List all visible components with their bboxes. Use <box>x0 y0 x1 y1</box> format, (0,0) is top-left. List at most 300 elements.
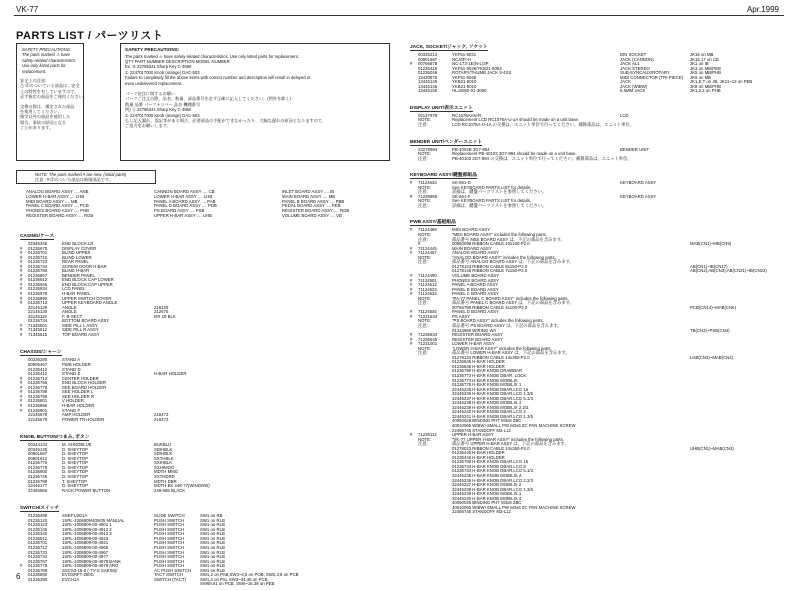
right-cell-name <box>620 123 690 128</box>
left-cell: D. SHEYTOP <box>62 469 88 475</box>
right-part-row <box>410 510 786 515</box>
left-cell: 01236778 <box>28 384 48 390</box>
right-cell-desc: 01236775 H-BAR KNOB MOBILIX 1 <box>452 382 522 388</box>
right-cell-desc: YKF51-5036/YKB21-5053 <box>452 65 502 71</box>
left-cell: 01236778 <box>28 464 48 470</box>
right-cell-ref: JK1 on IB <box>690 61 709 67</box>
left-cell: # <box>20 277 23 283</box>
right-cell-desc: Replacement LCD RC1076A-U-1A should be made on a unit base. <box>452 117 580 123</box>
right-cell-code: 注意: <box>418 259 428 265</box>
left-cell: # <box>20 250 23 256</box>
left-cell: 01236712 <box>28 375 48 381</box>
left-cell: TOP BOARD ASSY <box>62 331 100 337</box>
left-parts-column <box>20 224 400 590</box>
precautions-line: Failure to completely fill the above items with correct number and description will result in delayed or <box>125 75 311 81</box>
left-cell: SW1,2 on PAL SW3~34,46 on PCB, <box>200 576 269 582</box>
left-cell: SW1 on RLB <box>200 567 225 573</box>
right-cell-ref: JK8 on MB/PHB <box>690 83 722 89</box>
precautions-line: ① 2247017000 Knob (orange) DAC-503 <box>125 69 200 75</box>
left-cell: DISPLAY COVER <box>62 245 97 251</box>
page-number: 6 <box>16 572 21 581</box>
right-cell-desc: "LOWER H-BAR ASSY" includes the following parts. <box>452 345 552 351</box>
safety-jp2-line: 場合、事故の原因となる <box>20 119 67 125</box>
right-cell-name: JACK <box>620 79 631 85</box>
left-section-title-wrap <box>20 433 89 441</box>
right-cell-mark: # <box>410 286 413 292</box>
left-cell: SXIHBLK <box>154 460 173 466</box>
right-section <box>410 163 786 208</box>
right-part-row <box>410 123 786 128</box>
right-section-title: PWB ASSY/基板組品 <box>410 220 456 226</box>
right-cell-desc: HLJ4050-01-3060 <box>452 88 487 94</box>
right-cell-mark: # <box>410 291 413 297</box>
left-cell: 01236734 <box>28 318 48 324</box>
left-cell: 22145116 <box>28 313 47 319</box>
right-cell-desc: 部品番号 ANALOG BOARD ASSY は、下記の部品を含みます。 <box>452 259 574 265</box>
right-cell-code: 23278994 <box>418 146 438 152</box>
right-cell-code: 注意: <box>418 155 428 161</box>
left-cell: TACT SWITCH <box>154 572 183 578</box>
right-cell-mark: # <box>410 332 413 338</box>
right-section-title: BENDER UNIT/ベンダーユニット <box>410 139 483 145</box>
right-cell-desc: 40010065 WIBW+SMALL PW M3x6 ZC PAN MACHINE SCREW <box>452 504 576 510</box>
left-cell: D. SHEYTOP <box>62 483 88 489</box>
left-cell: 01236412 <box>28 366 48 372</box>
precautions-jp-line: ① 2247017000 Knob (orange) DAC-503 <box>125 112 200 118</box>
left-cell: V HOLDER <box>62 398 84 404</box>
right-cell-code: 71236645 <box>418 336 438 342</box>
precautions-jp-line: 数量 品番 パーツナンバー 品名 機種番号 <box>125 101 201 107</box>
left-cell: 01236734 <box>28 263 48 269</box>
left-cell: 01236778 <box>28 563 48 569</box>
right-cell-code: 13445145 <box>418 79 438 85</box>
right-cell-code: NOTE: <box>418 254 432 260</box>
right-cell-desc: 01236445 H-BAR HOLDER <box>452 450 505 456</box>
left-cell: MDTH DBR <box>154 478 177 484</box>
right-cell-desc: ANALOG BOARD ASSY <box>452 250 499 256</box>
right-cell-ref: JK9 on MB <box>690 74 712 80</box>
left-cell: 1SRL-1006809-00-4901 1 <box>62 522 112 528</box>
left-cell: H-BAR PANEL <box>62 291 91 297</box>
left-cell: SEE BOARD HOLDER <box>62 384 107 390</box>
right-cell-code: 71124545 <box>418 309 437 315</box>
left-cell: 1SRL-1006809-00-4979 ARG <box>62 563 119 569</box>
left-cell: BLIND UPPER <box>62 250 91 256</box>
left-section-title-wrap <box>20 348 62 356</box>
right-parts-column <box>410 35 786 517</box>
left-section-title: CHASSIS/シャーシ <box>20 350 62 356</box>
left-cell: BENDER PANEL <box>62 272 95 278</box>
left-cell: POWER TR HOLDER <box>62 416 105 422</box>
right-cell-desc: 32445237 H-BAR KNOB MOBILIX 2 <box>452 482 522 488</box>
left-cell: 01236856 <box>28 402 48 408</box>
right-cell-code: NOTE: <box>418 151 432 157</box>
right-cell-desc: REGISTER BOARD ASSY <box>452 332 503 338</box>
right-section-title-wrap <box>410 138 482 146</box>
right-cell-desc: 40050025 BINDING PHT M3x8 ZBC <box>452 418 522 424</box>
right-cell-desc: 32445238 H-BAR KNOB DBAR.LCG 1.3/5 <box>452 486 533 492</box>
left-cell: SW1 on RLB <box>200 517 225 523</box>
left-cell: 216473 <box>154 416 169 422</box>
right-cell-code: 13445146 <box>418 83 438 89</box>
left-cell: MX 18 BLK <box>154 313 176 319</box>
precautions-line: The parts marked ⚠ have safety-related characteristics. Use only listed parts for replacement. <box>125 53 299 59</box>
right-cell-desc: 部品番号 MIDI BOARD ASSY は、下記の部品を含みます。 <box>452 236 565 242</box>
right-cell-desc: 32445239 H-BAR KNOB MOBILIX 1 <box>452 491 522 497</box>
assy-index-entry: REGISTER BOARD ASSY .... RGB <box>282 208 350 214</box>
left-cell <box>20 489 28 494</box>
left-cell: D. SHEYTOP <box>62 451 88 457</box>
left-cell: AC PUSH SWITCH <box>154 567 192 573</box>
right-cell-desc: "PS BOARD ASSY" includes the following parts. <box>452 318 544 324</box>
left-cell: 1SRL-1006809-00-4978 BANK <box>62 558 122 564</box>
left-cell: 01236340 <box>28 531 48 537</box>
right-cell-desc: 01278123 RIBBON CABLE 8x150-P2.0 <box>452 263 528 269</box>
left-cell: # <box>20 331 23 337</box>
left-cell: SW1 on RLB <box>200 549 225 555</box>
left-cell: SW1 on RLB <box>200 554 225 560</box>
right-cell-code: 71124467 <box>418 250 437 256</box>
left-cell: 01236710 <box>28 254 48 260</box>
right-cell-desc: REGISTER BOARD ASSY <box>452 336 503 342</box>
left-cell: 1SRL-1006809-00-4965 <box>62 544 109 550</box>
left-cell: 01236900 <box>28 469 48 475</box>
left-cell: H-BAR HOLDER <box>62 402 95 408</box>
left-cell: ANGLE <box>62 309 77 315</box>
left-cell: 1SRL-1006809/400/05 MANUAL <box>62 517 125 523</box>
precautions-jp-line: パーツ発注に関するお願い <box>125 91 176 97</box>
right-cell-desc: LOWER H-BAR ASSY <box>452 341 495 347</box>
left-cell: SXTHDRD <box>154 473 175 479</box>
left-cell: SWITCH (TACT) <box>154 576 186 582</box>
right-cell-desc: "VK-77 UPPER H-BAR ASSY" includes the following parts. <box>452 436 564 442</box>
assy-index-entry: PANEL A BOARD ASSY .... PAB <box>154 198 216 204</box>
right-cell-code: 00345213 <box>418 52 438 57</box>
right-cell-desc: YKF51-5031 <box>452 52 477 57</box>
left-cell: PUSH SWITCH <box>154 540 185 546</box>
left-cell: 02345345 <box>28 241 48 246</box>
right-cell-name: DIN SOCKET <box>620 52 647 57</box>
left-cell: 01236767 <box>28 558 48 564</box>
right-cell-desc: 32445239 H-BAR KNOB MOBILIX 2.2/3 <box>452 404 529 410</box>
left-cell: PUSH SWITCH <box>154 526 185 532</box>
left-cell: END BLOCK CAP LOWER <box>62 277 114 283</box>
right-cell-desc: "ANALOG BOARD ASSY" includes the following parts. <box>452 254 556 260</box>
right-cell-code: 01236046 <box>418 70 438 76</box>
right-cell-desc: ROTARY/THUMB JACK 5-4SS <box>452 70 512 76</box>
right-cell-desc: 01236774 H-BAR KNOB MOBILIX <box>452 377 518 383</box>
safety-jp-line: 必ず指定の部品をご使用ください。 <box>20 94 88 100</box>
assy-index-entry: CANNON BOARD ASSY .... CB <box>154 189 215 194</box>
right-cell-ref: AB(CN2),AB(CN3),AB(CN21)~IB(CN22) <box>690 268 767 274</box>
right-cell-code: 71236956 <box>418 193 438 199</box>
right-cell-code <box>418 510 452 515</box>
left-cell: AMP HOLDER <box>62 412 91 418</box>
right-section <box>410 210 786 514</box>
right-cell-desc: 40010065 WIBW+SMALL PW M3x6 ZC PAN MACHINE SCREW <box>452 423 576 428</box>
left-section <box>20 224 400 337</box>
right-cell-desc: 00960098 RIBBON CABLE 10x100-P2.0 <box>452 241 530 247</box>
left-cell: 01236701 <box>28 250 48 256</box>
left-cell: # <box>20 375 23 381</box>
right-cell-desc: PANEL B BOARD ASSY <box>452 286 499 292</box>
right-cell-code: 00901687 <box>418 56 438 62</box>
left-cell: 01236776 <box>28 460 48 466</box>
right-cell-desc: 32445236 H-BAR KNOB DBAR.LCG 2.2/3 <box>452 477 533 483</box>
right-cell-desc: PB-4002B 3G7-894 <box>452 146 490 152</box>
right-cell-name: KEYBOARD ASSY <box>620 180 657 186</box>
right-cell-mark: # <box>410 250 413 256</box>
left-cell: 1SRL-1006809-00-4923 <box>62 535 109 541</box>
left-cell: BOTTOM BOARD ASSY <box>62 318 110 324</box>
left-part-row <box>20 489 400 494</box>
left-cell: UPPER SWITCH COVER <box>62 295 112 301</box>
left-cell: 01236678 <box>28 245 48 251</box>
left-cell: # <box>20 259 23 265</box>
right-section-title-wrap <box>410 218 456 226</box>
right-section <box>410 96 786 128</box>
right-cell-name: SUB-SYNCAUX/ROTARY <box>620 70 670 76</box>
right-part-row <box>410 89 786 94</box>
left-cell <box>62 582 154 587</box>
left-cell: SXTHBLK <box>154 455 174 461</box>
left-cell: SDIHBLK <box>154 451 173 457</box>
left-cell: PUSH SWITCH <box>154 522 185 528</box>
right-cell-desc: 40050025 BINDING PHT M3x8 ZBC <box>452 500 522 506</box>
right-cell-desc: 00766790 RIBBON CABLE 4x100-P2.0 <box>452 304 528 310</box>
right-cell-desc: 01236645 H-BAR HOLDER <box>452 359 505 365</box>
left-cell: 71345515 <box>28 331 48 337</box>
right-cell-name: MIDI CONNECTOR (TRI-PIECE) <box>620 74 684 80</box>
right-cell-desc: 01236646 H-BAR HOLDER <box>452 363 505 369</box>
left-cell: F. B-SECT <box>62 313 83 319</box>
left-cell: 22145679 <box>28 416 48 422</box>
right-section-title: DISPLAY UNIT/表示ユニット <box>410 105 473 111</box>
assy-index-entry: PANEL D BOARD ASSY .... PDB <box>154 203 217 209</box>
right-cell-desc: 32445236 H-BAR KNOB DBAR.LCG 1.3/5 <box>452 391 533 397</box>
right-cell-desc: "PA-77 PANEL C BOARD ASSY" includes the following parts. <box>452 295 569 301</box>
safety-en-line: safety-related characteristics. <box>22 57 77 63</box>
right-cell-desc: 32445240 H-BAR KNOB DBAR.LCG 2 <box>452 409 526 415</box>
right-cell-desc: 01236733 H-BAR KNOB DBAR.LCG 8 <box>452 463 526 469</box>
left-cell: D. SHEYTOP <box>62 455 88 461</box>
left-cell: # <box>20 272 23 278</box>
left-cell: # <box>20 291 23 297</box>
right-cell-desc: RC1076AAN-R- <box>452 112 483 118</box>
left-cell: CENTER HOLDER <box>62 375 99 381</box>
right-cell-code: # <box>418 241 421 247</box>
left-cell: SW1 on RLB <box>200 526 225 532</box>
left-cell: 01236712 <box>28 300 48 306</box>
assy-index-entry: PS BOARD ASSY .... PSB <box>154 208 205 214</box>
left-cell: PUSH SWITCH <box>154 531 185 537</box>
right-cell-ref: JK3 on MB/PEB <box>690 65 721 71</box>
left-cell: 01236934 <box>28 286 48 292</box>
left-cell: 01236712 <box>28 544 48 550</box>
assy-index-entry: PANEL B BOARD ASSY .... PBB <box>282 198 345 204</box>
left-cell: EVOSRFT-250G <box>62 572 94 578</box>
right-cell-code: 注意: <box>418 300 428 306</box>
right-cell-ref: MAB(CN1)~MB(CN9) <box>690 241 732 247</box>
right-cell-mark: # <box>410 193 413 199</box>
right-cell-desc: SK-661-F <box>452 193 471 199</box>
right-cell-desc: 32445235 H-BAR KNOB MOBILIX 4 <box>452 473 522 479</box>
left-cell: 01236489 <box>28 513 48 519</box>
safety-en-line: The parts marked ⚠ have <box>22 52 70 58</box>
right-cell-desc: 01236773 H-BAR KNOB DBAR. LOCK <box>452 372 527 378</box>
left-cell: T. SHEYTOP <box>62 478 87 484</box>
right-cell-mark: # <box>410 245 413 251</box>
right-cell-code: NOTE: <box>418 232 432 238</box>
left-cell: 216473 <box>154 412 169 418</box>
right-cell-desc: SK-661-D <box>452 180 471 186</box>
left-cell: D. SHEYTOP <box>62 473 88 479</box>
left-cell: 01236745 <box>28 473 48 479</box>
left-cell: 71345501 <box>28 322 48 328</box>
right-cell-code: NOTE: <box>418 184 432 190</box>
right-cell-desc: LCD RC1076A-U-1A の交換は、ユニット単位で行ってください。補修部品は、ユニット単位。 <box>452 122 635 128</box>
assy-index-entry: REGISTER BOARD ASSY .... RGB <box>26 212 94 218</box>
left-cell: 01236867 <box>28 272 48 278</box>
right-cell-ref: PCB(CN14)~MAB(CN6) <box>690 304 736 310</box>
left-section-title: CASING/ケース <box>20 234 55 239</box>
right-section-title-wrap <box>410 104 473 112</box>
right-cell-mark <box>410 510 418 515</box>
right-cell-code: NOTE: <box>418 318 432 324</box>
precautions-en <box>121 54 389 86</box>
right-cell-code: 71124501 <box>418 277 437 283</box>
left-cell: # <box>20 327 23 333</box>
safety-en-line: SAFETY PRECAUTIONS: <box>22 47 71 52</box>
right-cell-code: 71236112 <box>418 432 437 438</box>
left-cell: SW69,91 on PCB, SW6~16,38 on PEB <box>200 581 275 587</box>
precautions-title: SAFETY PRECAUTIONS: <box>125 47 180 52</box>
left-cell: 212675 <box>154 309 169 315</box>
left-cell: RACK POWER BUTTON <box>62 487 111 493</box>
left-cell: PUSH SWITCH <box>154 554 185 560</box>
left-cell <box>20 418 28 423</box>
left-cell: REAR PANEL <box>62 259 89 265</box>
left-cell: SW1 on RB <box>200 513 223 519</box>
safety-en-line: replacement. <box>22 68 47 74</box>
right-cell-mark: # <box>410 313 413 319</box>
right-cell-name <box>620 510 690 515</box>
assy-index-entry: ANALOG BOARD ASSY .... ANB <box>26 189 89 194</box>
right-cell-desc: PB-40103 3G7-894 の交換は、ユニット単位で行ってください。補修部品は、ユニット単位。 <box>452 155 632 161</box>
right-cell-desc: 部品番号 PANEL C BOARD ASSY は、下記の部品を含みます。 <box>452 300 574 306</box>
right-cell-ref: TB(CN3)~PSB(CN4) <box>690 327 730 333</box>
right-cell-ref: JK5 on MB/PHB <box>690 70 722 76</box>
right-cell-code: 注意: <box>418 189 428 195</box>
left-cell: MDTH MMG <box>154 469 179 475</box>
right-cell-desc: VOLUME BOARD ASSY <box>452 272 500 278</box>
left-cell: PUSH SWITCH <box>154 544 185 550</box>
right-cell-desc: "MIDI BOARD ASSY" includes the following parts. <box>452 232 547 238</box>
right-cell-desc: 部品番号 LOWER H-BAR ASSY は、下記の部品を含みます。 <box>452 350 570 356</box>
left-cell: PUSH SWITCH <box>154 558 185 564</box>
note-en: NOTE: The parts marked # are new. (initial parts) <box>35 172 127 177</box>
left-cell: # <box>20 402 23 408</box>
left-cell: 216129 <box>154 304 169 310</box>
right-cell-code: 01236415 <box>418 65 438 71</box>
safety-jp2-line: 指定以外の部品を使用した <box>20 114 71 120</box>
left-cell: 01236780 <box>28 268 48 274</box>
left-cell: # <box>20 300 23 306</box>
right-cell-desc: 22456745 STANDOFF M3-L12 <box>452 427 511 433</box>
left-cell: # <box>20 295 23 301</box>
assy-index-entry: UPPER H-BAR ASSY .... UHB <box>154 212 212 218</box>
right-cell-code: NOTE: <box>418 345 432 351</box>
right-cell-desc: 22456745 STANDOFF M3-L12 <box>452 509 511 515</box>
left-cell: # <box>20 286 23 292</box>
safety-jp2-line: ことがあります。 <box>20 125 54 131</box>
left-cell: 00236290 <box>28 357 48 363</box>
right-cell-desc: Replacement PB-40103 3G7-894 should be made on a unit base. <box>452 151 577 157</box>
precautions-jp-line: ご協力をお願いします。 <box>125 123 171 129</box>
left-cell: # <box>20 263 23 269</box>
safety-jp-line: 上の特性を有していますので、 <box>20 88 79 94</box>
assy-index-entry: LOWER H-BAR ASSY .... LHB <box>26 193 85 199</box>
right-cell-code: NOTE: <box>418 436 432 442</box>
left-cell: SW1 on RLB <box>200 563 225 569</box>
safety-jp-line: 安全上の注意: <box>20 78 47 84</box>
left-cell: 01236120 <box>28 517 48 523</box>
right-cell-desc: PANEL A BOARD ASSY <box>452 282 499 288</box>
left-cell: SW1 on RLB <box>200 535 225 541</box>
assy-index-entry: MAIN BOARD ASSY .... MB <box>282 193 336 199</box>
right-cell-code: 注意: <box>418 122 428 128</box>
right-cell-name <box>620 204 690 209</box>
right-cell-name: JACK (WIBW) <box>620 83 648 89</box>
revision-date: Apr.1999 <box>746 5 779 14</box>
right-cell-desc: See KEYBOARD PARTS LIST for details. <box>452 184 532 190</box>
right-cell-ref: JK1,E,T on JB, JK11~13 on PEB <box>690 79 753 85</box>
right-cell-mark <box>410 157 418 162</box>
left-cell: 01236801 <box>28 398 48 404</box>
left-section-title-wrap <box>20 504 59 512</box>
right-cell-name: JACK (CANNON) <box>620 56 654 62</box>
left-cell: # <box>20 254 23 260</box>
right-cell-mark: # <box>410 277 413 283</box>
right-cell-ref: JK15,17 on CB <box>690 56 719 62</box>
right-cell-desc: PHONES BOARD ASSY <box>452 277 500 283</box>
left-part-row <box>20 582 400 587</box>
left-cell: H-BAR HOLDER <box>154 371 187 377</box>
right-cell-name: BENDER UNIT <box>620 146 650 152</box>
left-cell: 01236901 <box>28 407 48 413</box>
right-cell-name: LCD <box>620 112 629 118</box>
right-cell-code: 注意: <box>418 236 428 242</box>
right-cell-ref: AB(CN1)~IB(CN17) <box>690 263 728 269</box>
note-jp: 注意 : # 印のついた部品は新規部品です。 <box>35 177 113 183</box>
right-cell-code: 71124445 <box>418 245 437 251</box>
left-cell: SW1 on RLB <box>200 522 225 528</box>
left-cell: 01236756 <box>28 380 48 386</box>
ordering-instructions-box <box>120 43 390 161</box>
right-cell-desc: 01236790 H-BAR KNOB DRAWBAR <box>452 368 523 374</box>
right-section <box>410 130 786 162</box>
left-cell: BLIND LOWER <box>62 254 92 260</box>
left-cell: 1SRL-1006809-00-4913 3 <box>62 531 112 537</box>
left-cell: 00901612 <box>28 455 48 461</box>
right-cell-ref: JK1,2,3 on PHB <box>690 88 721 94</box>
assy-index-entry: INLET BOARD ASSY .... IB <box>282 189 335 194</box>
right-section-title-wrap <box>410 43 488 51</box>
right-cell-desc: 01236734 H-BAR KNOB DBAR.LCG 5.1/3 <box>452 468 533 474</box>
right-cell-name: 6.5MM JACK <box>620 88 646 94</box>
right-cell-ref: JK16 on MB <box>690 52 714 57</box>
left-cell: 22145130 <box>28 309 48 315</box>
